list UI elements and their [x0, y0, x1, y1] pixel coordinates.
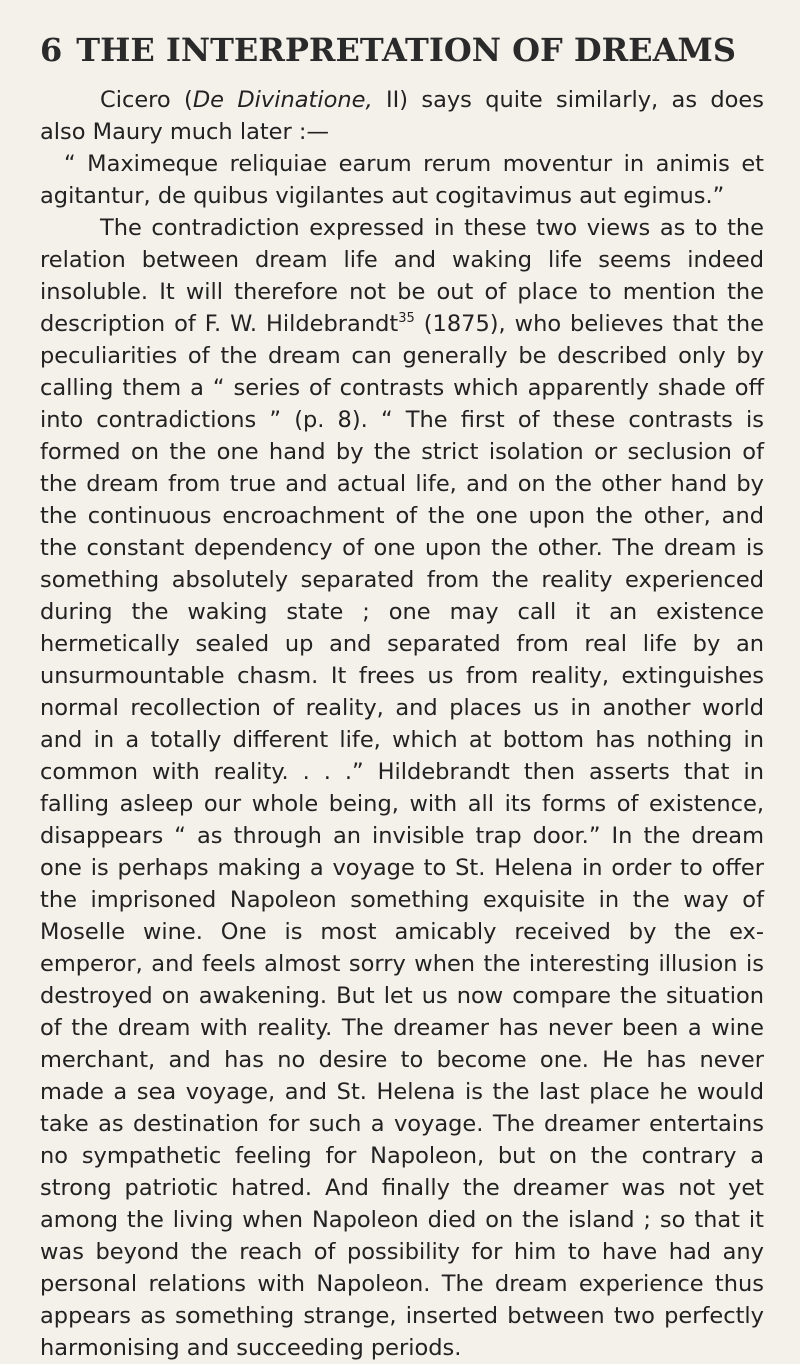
paragraph-hildebrandt: [40, 212, 764, 1364]
paragraph-cicero: [40, 84, 764, 148]
running-header: [40, 30, 764, 70]
paragraph-text: The contradiction expressed in these two views as to the relation between dream life and waking life seems indeed insoluble. It will therefore not be out of place to mention the description of F. W. Hildebrandt: [40, 215, 764, 337]
running-title: THE INTERPRETATION OF DREAMS: [76, 31, 736, 69]
paragraph-text: Cicero (: [100, 87, 193, 113]
paragraph-text: (1875), who believes that the peculiarities of the dream can generally be described only by calling them a “ series of contrasts which apparently shade off into contradictions ” (p. 8). “ The first of these contrasts is formed on the one hand by the strict isolation or seclusion of the dream from true and actual life, and on the other hand by the continuous encroachment of the one upon the other, and the constant dependency of one upon the other. The dream is something absolutely separated from the reality experienced during the waking state ; one may call it an existence hermetically sealed up and separated from real life by an unsurmountable chasm. It frees us from reality, extinguishes normal recollection of reality, and places us in another world and in a totally different life, which at bottom has nothing in common with reality. . . .” Hildebrandt then asserts that in falling asleep our whole being, with all its forms of existence, disappears “ as through an invisible trap door.” In the dream one is perhaps making a voyage to St. Helena in order to offer the imprisoned Napoleon something exquisite in the way of Moselle wine. One is most amicably received by the ex-emperor, and feels almost sorry when the interesting illusion is destroyed on awakening. But let us now compare the situation of the dream with reality. The dreamer has never been a wine merchant, and has no desire to become one. He has never made a sea voyage, and St. Helena is the last place he would take as destination for such a voyage. The dreamer entertains no sympathetic feeling for Napoleon, but on the contrary a strong patriotic hatred. And finally the dreamer was not yet among the living when Napoleon died on the island ; so that it was beyond the reach of possibility for him to have had any personal relations with Napoleon. The dream experience thus appears as something strange, inserted between two perfectly harmonising and succeeding periods.: [40, 311, 764, 1361]
page-number: 6: [40, 31, 63, 69]
reference-number: 35: [398, 311, 415, 326]
paragraph-text: II) says quite similarly, as does also Maury much later :—: [40, 87, 764, 145]
latin-quote: “ Maximeque reliquiae earum rerum moventur in animis et agitantur, de quibus vigilantes aut cogitavimus aut egimus.”: [40, 151, 764, 209]
book-page: [40, 30, 764, 1364]
book-title: De Divinatione,: [192, 87, 373, 113]
